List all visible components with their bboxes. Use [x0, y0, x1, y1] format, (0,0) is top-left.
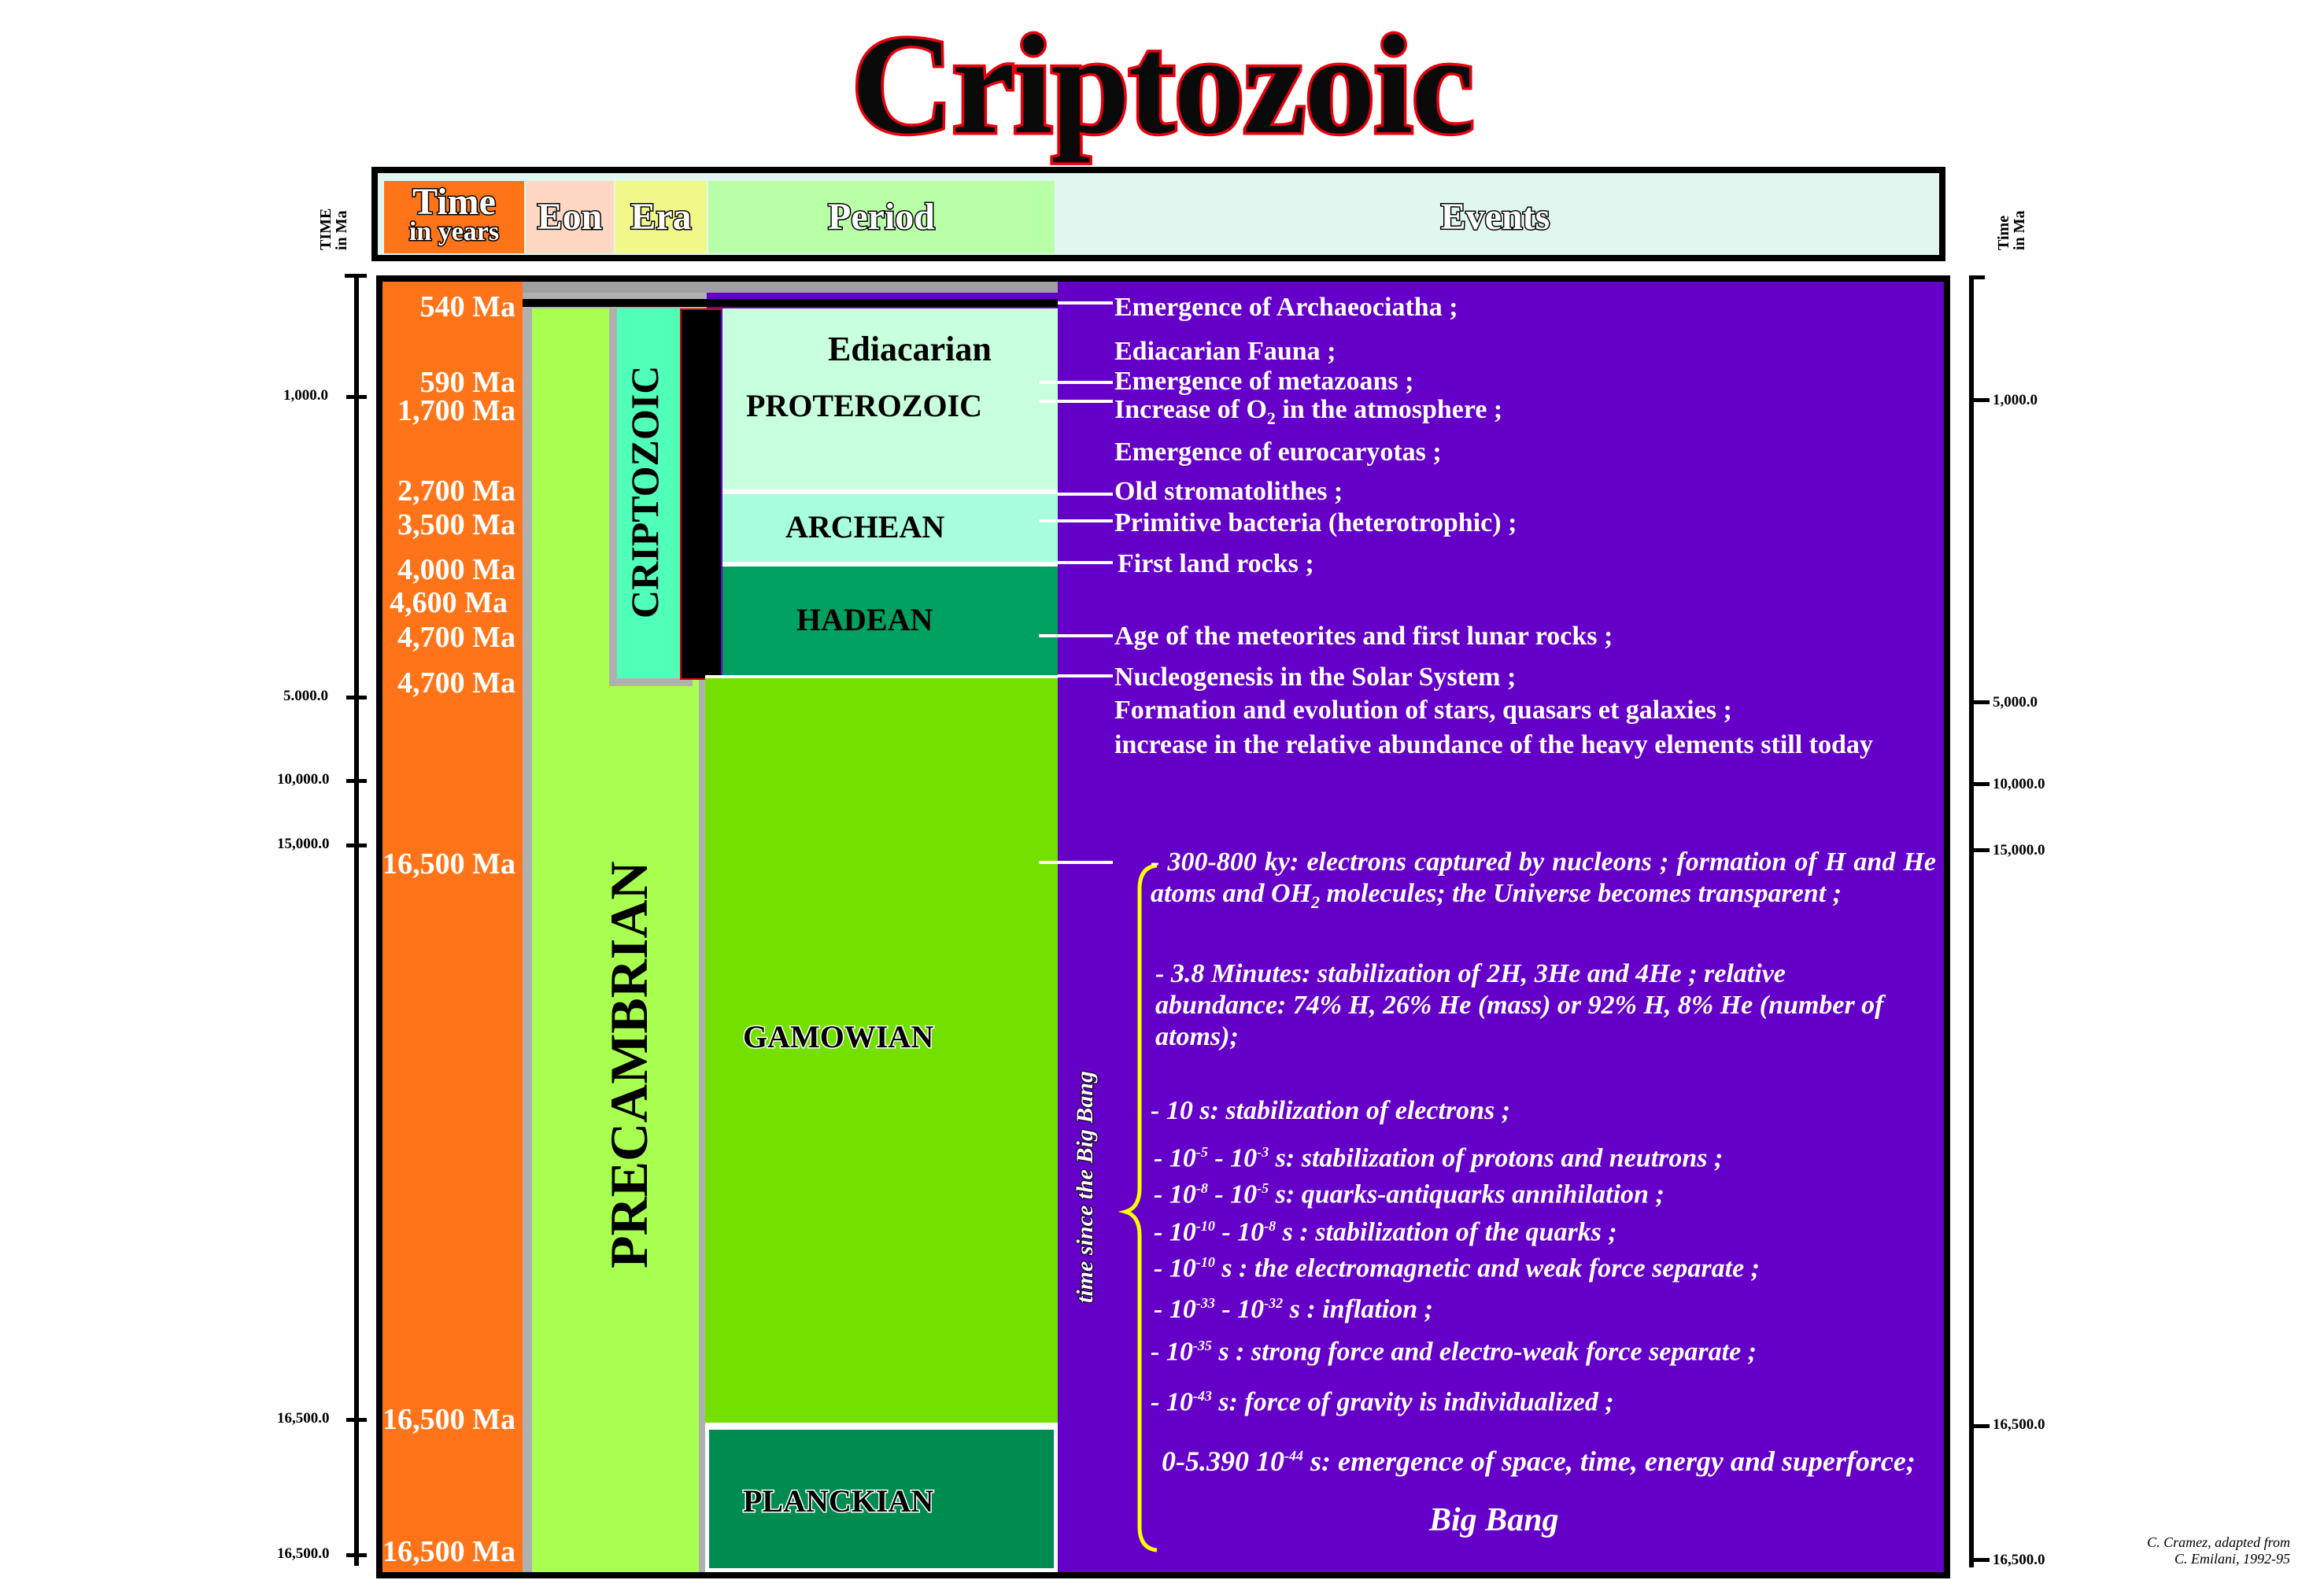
time-label: 590 Ma	[419, 366, 515, 399]
event-eurocaryotas: Emergence of eurocaryotas ;	[1114, 437, 1442, 467]
period-planckian: PLANCKIAN	[743, 1483, 934, 1519]
time-label: 4,700 Ma	[397, 666, 515, 700]
event-oxygen-text-end: in the atmosphere ;	[1275, 395, 1503, 424]
event-oxygen-subscript: 2	[1266, 408, 1276, 428]
event-stromatolithes: Old stromatolithes ;	[1114, 477, 1343, 506]
era-red-edge	[680, 308, 724, 680]
time-label: 16,500 Ma	[382, 1403, 515, 1436]
right-axis-top-tick	[1969, 275, 1985, 279]
connector-line	[1058, 493, 1113, 496]
cosmic-event-inflation: - $10^{-33} - 10^{-32}$ s : inflation ;	[1154, 1294, 1433, 1324]
eon-grey-frame	[523, 282, 1058, 293]
time-label: 16,500 Ma	[382, 1535, 515, 1568]
time-label: 1,700 Ma	[397, 394, 515, 427]
right-tick-label: 5,000.0	[1993, 694, 2038, 711]
header-eon: Eon	[526, 181, 614, 253]
left-axis	[354, 275, 359, 1566]
connector-line	[1039, 861, 1113, 864]
left-tick-label: 16,500.0	[277, 1410, 330, 1427]
right-axis-tick	[1969, 782, 1990, 786]
eon-label: PRECAMBRIAN	[599, 861, 659, 1268]
time-label: 2,700 Ma	[397, 474, 515, 508]
cosmic-event-3-8-minutes: - 3.8 Minutes: stabilization of 2H, 3He and 4He ; relative abundance: 74% H, 26% He (mass) or 92% H, 8% He (number of atoms);	[1155, 959, 1884, 1051]
cosmic-event-10s: - 10 s: stabilization of electrons ;	[1151, 1096, 1511, 1125]
cosmic-event-quarks-annihilation: - $10^{-8} - 10^{-5}$ s: quarks-antiquarks annihilation ;	[1154, 1179, 1664, 1209]
right-tick-label: 16,500.0	[1993, 1416, 2045, 1433]
cosmic-event-protons-neutrons: - $10^{-5} - 10^{-3}$ s: stabilization of protons and neutrons ;	[1154, 1143, 1724, 1173]
period-proterozoic: PROTEROZOIC	[746, 388, 983, 423]
period-divider-4	[705, 1423, 1058, 1426]
header-period: Period	[708, 181, 1055, 253]
page-title: Criptozoic	[851, 6, 1473, 163]
connector-line	[1058, 301, 1113, 305]
left-tick-label: 16,500.0	[277, 1545, 330, 1562]
period-archean: ARCHEAN	[785, 509, 945, 545]
right-axis-tick	[1969, 848, 1990, 852]
event-heavy-elements: increase in the relative abundance of the heavy elements still today	[1114, 730, 1873, 759]
period-ediacarian: Ediacarian	[828, 330, 992, 368]
header-time	[384, 181, 524, 253]
left-tick-label: 1,000.0	[283, 387, 328, 404]
event-stars-formation: Formation and evolution of stars, quasars et galaxies ;	[1114, 696, 1732, 725]
left-tick-label: 5.000.0	[283, 688, 328, 704]
time-label: 4,700 Ma	[397, 621, 515, 654]
event-oxygen-increase	[1114, 395, 1502, 429]
cosmic-event-300-800ky: - 300-800 ky: electrons captured by nucleons ; formation of H and He atoms and $OH_2$ molecules; the Universe becomes transparent ;	[1151, 847, 1936, 912]
event-nucleogenesis: Nucleogenesis in the Solar System ;	[1114, 663, 1517, 692]
right-tick-label: 10,000.0	[1993, 776, 2045, 792]
right-axis-tick	[1969, 1424, 1990, 1428]
right-tick-label: 16,500.0	[1993, 1552, 2045, 1568]
credit-line1: C. Cramez, adapted from	[2147, 1534, 2290, 1550]
left-axis-tick	[346, 696, 367, 700]
time-label: 540 Ma	[419, 290, 515, 323]
right-axis-tick	[1969, 398, 1990, 402]
time-label: 4,000 Ma	[397, 553, 515, 586]
left-tick-label: 15,000.0	[277, 836, 330, 852]
header-row	[371, 167, 1945, 261]
period-gamowian: GAMOWIAN	[743, 1019, 934, 1054]
left-axis-tick	[346, 1418, 367, 1422]
right-axis-tick	[1969, 700, 1990, 704]
big-bang-label: Big Bang	[1429, 1502, 1559, 1538]
right-axis-title-bottom: in Ma	[2011, 210, 2028, 250]
cosmic-event-electroweak: - $10^{-10}$ s : the electromagnetic and weak force separate ;	[1154, 1253, 1760, 1283]
cosmic-event-superforce: 0-5.390 $10^{-44}$ s: emergence of space, time, energy and superforce;	[1162, 1445, 1916, 1477]
left-axis-top-tick	[345, 274, 367, 278]
connector-line	[1039, 634, 1113, 637]
header-era: Era	[615, 181, 707, 253]
right-axis-tick	[1969, 1558, 1990, 1562]
connector-line	[1039, 400, 1113, 403]
header-events: Events	[1058, 181, 1933, 253]
cosmic-event-quark-stabilization: - $10^{-10} - 10^{-8}$ s : stabilization of the quarks ;	[1154, 1217, 1617, 1247]
time-label: 16,500 Ma	[382, 847, 515, 880]
credit-line2: C. Emilani, 1992-95	[2174, 1551, 2290, 1567]
right-axis-title	[1996, 210, 2027, 250]
connector-line	[1039, 381, 1113, 384]
event-ediacarian-fauna: Ediacarian Fauna ;	[1114, 337, 1336, 366]
time-label: 3,500 Ma	[397, 508, 515, 541]
left-axis-tick	[346, 844, 367, 847]
credit	[2078, 1534, 2290, 1567]
left-tick-label: 10,000.0	[277, 771, 330, 788]
event-meteorites: Age of the meteorites and first lunar rocks ;	[1114, 622, 1613, 651]
period-divider-1	[722, 489, 1058, 494]
left-axis-title-top: TIME	[317, 208, 334, 250]
event-metazoans: Emergence of metazoans ;	[1114, 367, 1414, 396]
cosmic-event-gravity: - $10^{-43}$ s: force of gravity is individualized ;	[1151, 1387, 1614, 1417]
connector-line	[1058, 674, 1113, 677]
right-axis-title-top: Time	[1995, 215, 2012, 250]
bigbang-axis-label: time since the Big Bang	[1072, 1070, 1098, 1303]
left-axis-tick	[346, 395, 367, 399]
period-divider-2	[722, 562, 1058, 567]
right-tick-label: 1,000.0	[1993, 392, 2038, 408]
header-time-line1: Time	[412, 181, 496, 223]
left-axis-tick	[346, 779, 367, 783]
left-axis-title-bottom: in Ma	[333, 210, 350, 250]
header-time-line2: in years	[408, 217, 500, 246]
connector-line	[1039, 519, 1113, 522]
event-first-land-rocks: First land rocks ;	[1118, 549, 1314, 578]
event-oxygen-text: Increase of O	[1114, 395, 1267, 424]
period-hadean: HADEAN	[796, 602, 933, 637]
right-tick-label: 15,000.0	[1993, 842, 2045, 858]
connector-line	[1055, 561, 1113, 564]
event-archaeociatha: Emergence of Archaeociatha ;	[1114, 293, 1458, 322]
cosmic-event-strong-force: - $10^{-35}$ s : strong force and electro-weak force separate ;	[1151, 1337, 1757, 1367]
left-axis-title	[318, 209, 349, 250]
era-label: CRIPTOZOIC	[623, 365, 667, 618]
left-axis-tick	[346, 1553, 367, 1557]
time-label: 4,600 Ma	[390, 586, 508, 619]
event-primitive-bacteria: Primitive bacteria (heterotrophic) ;	[1114, 508, 1517, 537]
top-black-line	[523, 299, 1058, 307]
period-divider-3	[705, 675, 1058, 678]
right-axis	[1969, 277, 1974, 1567]
